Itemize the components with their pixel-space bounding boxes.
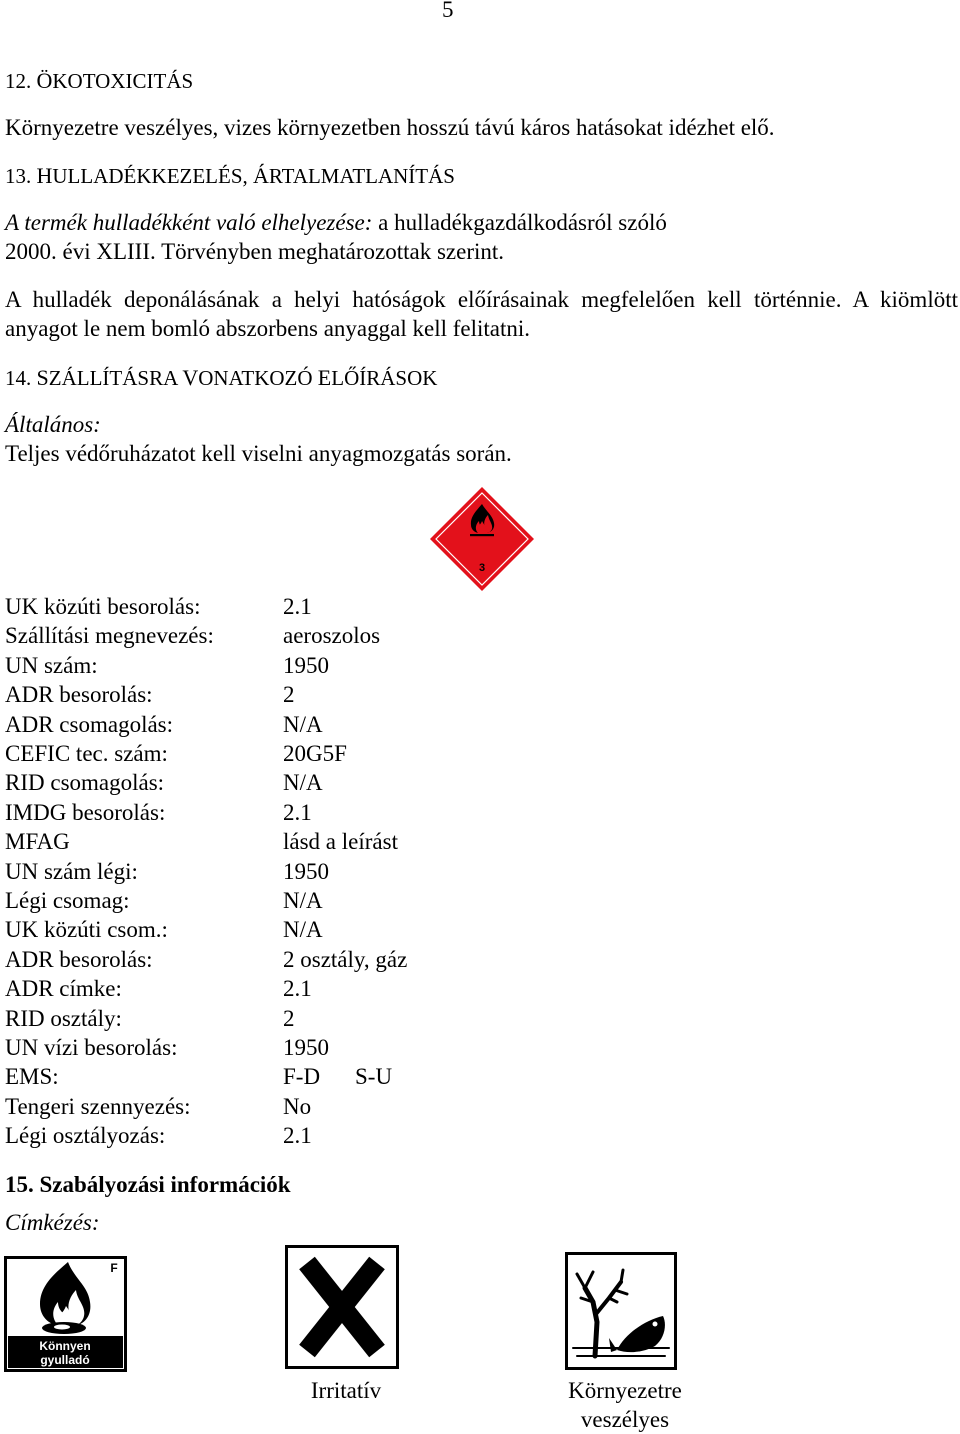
flammable-liquid-placard-icon <box>429 486 535 592</box>
transport-row-label: MFAG <box>5 829 70 855</box>
transport-row-label: UN szám légi: <box>5 858 138 884</box>
transport-row-value: 2.1 <box>283 1123 312 1149</box>
transport-row-value: lásd a leírást <box>283 829 398 855</box>
general-label: Általános: <box>5 412 101 437</box>
disposal-paragraph: A hulladék deponálásának a helyi hatóságok előírásainak megfelelően kell történnie. A kiömlött anyagot le nem bomló abszorbens anyaggal kell felitatni. <box>5 287 958 341</box>
section-12-heading: 12. ÖKOTOXICITÁS <box>5 68 194 93</box>
transport-row-value: No <box>283 1093 312 1119</box>
transport-row-label: UN szám: <box>5 652 98 678</box>
labelling-label: Címkézés: <box>5 1210 100 1235</box>
disposal-line-2: 2000. évi XLIII. Törvényben meghatározottak szerint. <box>5 239 505 264</box>
transport-row-label: UN vízi besorolás: <box>5 1035 178 1060</box>
transport-row-label: ADR címke: <box>5 976 122 1002</box>
transport-row-value: 2.1 <box>283 594 312 619</box>
transport-row-label: ADR csomagolás: <box>5 711 174 737</box>
transport-row-label: UK közúti besorolás: <box>5 594 201 619</box>
transport-row-label: RID osztály: <box>5 1005 122 1031</box>
placard-number: 3 <box>478 562 486 574</box>
transport-row-value: 1950 <box>283 652 329 678</box>
transport-row-value: N/A <box>283 917 323 943</box>
flammable-f-pictogram <box>4 1256 127 1372</box>
section-14-heading: 14. SZÁLLÍTÁSRA VONATKOZÓ ELŐÍRÁSOK <box>5 365 438 390</box>
irritant-caption: Irritatív <box>310 1378 382 1403</box>
placard-diamond <box>430 487 534 591</box>
transport-row-value: 20G5F <box>283 741 347 766</box>
section-12-text: Környezetre veszélyes, vizes környezetben hosszú távú káros hatásokat idézhet elő. <box>5 115 775 140</box>
transport-row-label: UK közúti csom.: <box>5 917 168 943</box>
transport-row-label: RID csomagolás: <box>5 770 165 796</box>
transport-row-label: CEFIC tec. szám: <box>5 741 168 766</box>
transport-row-label: ADR besorolás: <box>5 946 153 972</box>
environment-caption-2: veszélyes <box>580 1407 670 1432</box>
transport-row-value: aeroszolos <box>283 623 381 649</box>
environment-caption-1: Környezetre <box>568 1378 682 1403</box>
transport-row-value: 2.1 <box>283 799 312 825</box>
page-number: 5 <box>442 0 454 22</box>
flammable-text-1: Könnyen <box>39 1339 91 1353</box>
transport-row-value: N/A <box>283 711 323 737</box>
transport-row-value: 1950 <box>283 1035 329 1060</box>
irritant-x-icon <box>285 1245 399 1369</box>
transport-row-value: 2 <box>283 1005 295 1031</box>
transport-row-label: IMDG besorolás: <box>5 799 166 825</box>
flammable-letter: F <box>110 1261 118 1275</box>
transport-row-value: N/A <box>283 770 323 796</box>
flammable-text-2: gyulladó <box>40 1353 90 1367</box>
transport-row-value: 1950 <box>283 858 329 884</box>
transport-row-value: 2.1 <box>283 976 312 1002</box>
transport-row-label: Légi csomag: <box>5 888 130 913</box>
transport-row-value-2: S-U <box>355 1064 393 1090</box>
transport-row-label: Légi osztályozás: <box>5 1123 166 1149</box>
transport-row-value: 2 osztály, gáz <box>283 946 408 972</box>
transport-row-value: F-D <box>283 1064 321 1090</box>
transport-row-label: ADR besorolás: <box>5 682 153 708</box>
section-15-heading: 15. Szabályozási információk <box>5 1172 291 1197</box>
general-text: Teljes védőruházatot kell viselni anyagmozgatás során. <box>5 441 512 466</box>
transport-row-label: Szállítási megnevezés: <box>5 623 214 649</box>
transport-row-label: Tengeri szennyezés: <box>5 1093 191 1119</box>
disposal-line-1: A termék hulladékként való elhelyezése: a hulladékgazdálkodásról szóló <box>5 210 667 235</box>
transport-row-value: 2 <box>283 682 295 708</box>
environment-hazard-icon <box>565 1252 677 1370</box>
transport-row-label: EMS: <box>5 1064 59 1090</box>
transport-row-value: N/A <box>283 888 323 913</box>
section-13-heading: 13. HULLADÉKKEZELÉS, ÁRTALMATLANÍTÁS <box>5 163 455 188</box>
